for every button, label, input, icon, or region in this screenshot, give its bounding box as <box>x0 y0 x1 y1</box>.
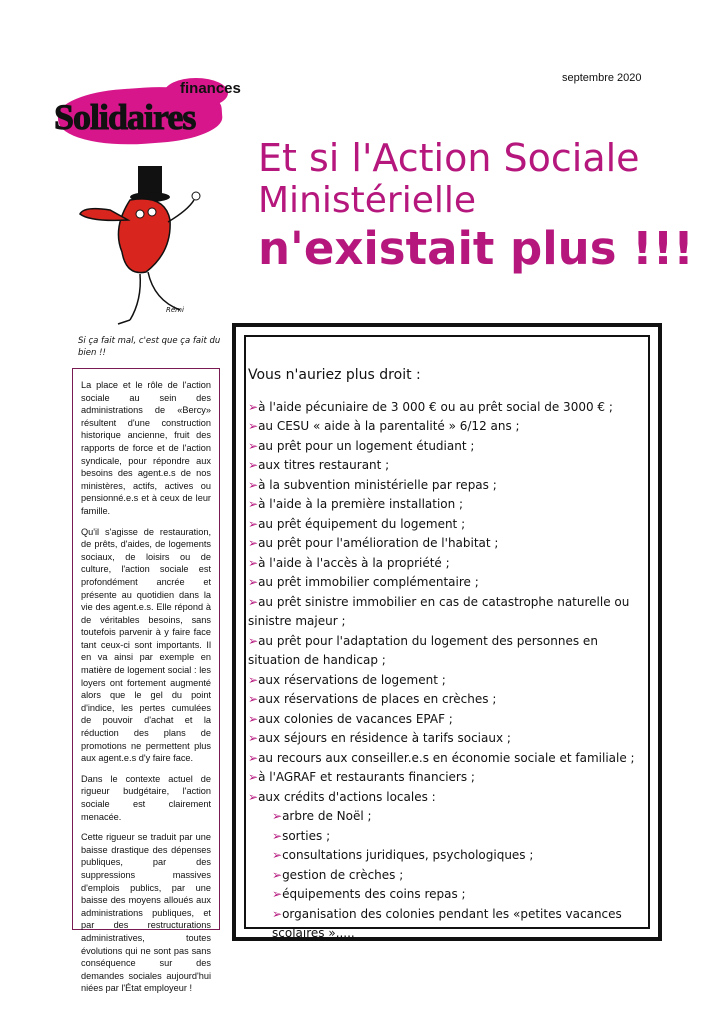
list-item <box>248 515 648 535</box>
sub-list-item-text: sorties ; <box>282 828 331 843</box>
solidaires-finances-logo <box>54 78 241 154</box>
list-item-text: aux réservations de places en crèches ; <box>258 692 497 706</box>
list-item <box>248 573 648 593</box>
arrow-bullet-icon: ➢ <box>248 477 259 492</box>
list-item-text: à l'AGRAF et restaurants financiers ; <box>258 770 475 784</box>
arrow-bullet-icon: ➢ <box>272 906 283 921</box>
arrow-bullet-icon: ➢ <box>272 887 283 901</box>
list-item-text: à l'aide à la première installation ; <box>258 497 464 511</box>
title-line-2: Ministérielle <box>258 180 477 221</box>
list-item-text: à la subvention ministérielle par repas ; <box>258 477 497 492</box>
arrow-bullet-icon: ➢ <box>248 438 259 453</box>
list-item <box>248 593 648 632</box>
sub-list-item-text: consultations juridiques, psychologiques ; <box>282 848 534 862</box>
list-item <box>248 417 648 437</box>
list-item-text: au prêt équipement du logement ; <box>258 516 466 531</box>
sub-list-item-text: arbre de Noël ; <box>282 809 372 823</box>
list-item <box>248 495 648 515</box>
arrow-bullet-icon: ➢ <box>248 497 259 511</box>
sub-list-item <box>248 885 648 905</box>
list-item <box>248 690 648 710</box>
paragraph: Dans le contexte actuel de rigueur budgétaire, l'action sociale est clairement menacée. <box>81 773 211 822</box>
list-item <box>248 632 648 671</box>
list-item-text: au prêt immobilier complémentaire ; <box>258 575 479 589</box>
arrow-bullet-icon: ➢ <box>272 809 283 823</box>
arrow-bullet-icon: ➢ <box>248 399 259 414</box>
arrow-bullet-icon: ➢ <box>248 692 259 706</box>
intro-column <box>72 368 220 994</box>
list-item <box>248 729 648 749</box>
logo-sub: finances <box>180 80 241 97</box>
sub-list-item <box>248 846 648 866</box>
paragraph: Cette rigueur se traduit par une baisse drastique des dépenses publiques, par des suppressions massives d'emplois publics, par une baisse des moyens alloués aux administrations publiques, et par des restructurations administratives, toutes évolutions qui ne sont pas sans conséquence sur des demandes sociales aujourd'hui niées par l'État employeur ! <box>81 832 211 994</box>
list-item <box>248 456 648 476</box>
paragraph: Qu'il s'agisse de restauration, de prêts, d'aides, de logements sociaux, de loisirs ou de culture, l'action sociale est profondément ancrée et présente au quotidien dans la vie des agent.e.s. Elle répond à de véritables besoins, sans toutefois parvenir à y faire face tant ceux-ci sont importants. Il en va ainsi par exemple en matière de logement social : les loyers ont fortement augmenté alors que le gel du point d'indice, les pertes cumulées de pouvoir d'achat et la réduction des plans de promotions ne permettent plus aux agent.e.s d'y faire face. <box>81 526 211 764</box>
list-item-text: au prêt pour un logement étudiant ; <box>258 438 475 453</box>
list-item <box>248 534 648 554</box>
sub-list-item-text: gestion de crèches ; <box>282 867 404 882</box>
title-line-3: n'existait plus !!! <box>258 222 694 275</box>
arrow-bullet-icon: ➢ <box>248 770 259 784</box>
arrow-bullet-icon: ➢ <box>272 828 283 843</box>
cartoon-caption: Si ça fait mal, c'est que ça fait du bien !! <box>78 336 221 358</box>
list-item <box>248 749 648 769</box>
list-item <box>248 476 648 496</box>
sub-list-item <box>248 866 648 886</box>
arrow-bullet-icon: ➢ <box>248 633 259 648</box>
arrow-bullet-icon: ➢ <box>248 419 259 433</box>
arrow-bullet-icon: ➢ <box>272 867 283 882</box>
sub-list-item-text: organisation des colonies pendant les «petites vacances scolaires »,.... <box>272 906 622 940</box>
list-item <box>248 554 648 574</box>
arrow-bullet-icon: ➢ <box>248 672 259 687</box>
list-item-text: aux séjours en résidence à tarifs sociaux ; <box>258 731 511 745</box>
arrow-bullet-icon: ➢ <box>272 848 283 862</box>
list-item-text: à l'aide pécuniaire de 3 000 € ou au prêt social de 3000 € ; <box>258 399 613 414</box>
sub-list-item <box>248 827 648 847</box>
sub-list-item <box>248 807 648 827</box>
list-item-text: au prêt pour l'amélioration de l'habitat ; <box>258 536 499 550</box>
list-item <box>248 710 648 730</box>
list-item <box>248 437 648 457</box>
list-item-text: aux crédits d'actions locales : <box>258 789 436 804</box>
logo-brand: Solidaires <box>54 97 196 137</box>
list-item <box>248 768 648 788</box>
list-item-text: à l'aide à l'accès à la propriété ; <box>258 555 450 570</box>
arrow-bullet-icon: ➢ <box>248 555 259 570</box>
arrow-bullet-icon: ➢ <box>248 458 259 472</box>
arrow-bullet-icon: ➢ <box>248 575 259 589</box>
rights-intro: Vous n'auriez plus droit : <box>248 367 421 383</box>
arrow-bullet-icon: ➢ <box>248 789 259 804</box>
list-item <box>248 671 648 691</box>
list-item-text: au recours aux conseiller.e.s en économie sociale et familiale ; <box>258 750 635 765</box>
arrow-bullet-icon: ➢ <box>248 750 259 765</box>
cartoon-illustration <box>70 160 220 330</box>
list-item-text: aux colonies de vacances EPAF ; <box>258 711 453 726</box>
arrow-bullet-icon: ➢ <box>248 711 259 726</box>
arrow-bullet-icon: ➢ <box>248 516 259 531</box>
sub-list-item-text: équipements des coins repas ; <box>282 887 466 901</box>
rights-list <box>248 366 648 944</box>
date: septembre 2020 <box>562 72 642 84</box>
arrow-bullet-icon: ➢ <box>248 731 259 745</box>
list-item-text: aux titres restaurant ; <box>258 458 390 472</box>
sub-list-item <box>248 905 648 944</box>
title-line-1: Et si l'Action Sociale <box>258 136 640 180</box>
list-item <box>248 788 648 808</box>
paragraph: La place et le rôle de l'action sociale au sein des administrations de «Bercy» résultent d'une construction historique ancienne, fruit des rapports de force et de l'action syndicale, pour répondre aux besoins des agent.e.s de nos ministères, actifs, actives ou pensionné.e.s et à ceux de leur famille. <box>81 380 211 516</box>
arrow-bullet-icon: ➢ <box>248 536 259 550</box>
arrow-bullet-icon: ➢ <box>248 594 259 609</box>
cartoon-signature: Rémi <box>166 306 184 314</box>
list-item-text: au prêt pour l'adaptation du logement des personnes en situation de handicap ; <box>248 633 598 667</box>
list-item-text: au CESU « aide à la parentalité » 6/12 ans ; <box>258 419 520 433</box>
list-item-text: aux réservations de logement ; <box>258 672 446 687</box>
list-item-text: au prêt sinistre immobilier en cas de catastrophe naturelle ou sinistre majeur ; <box>248 594 630 628</box>
list-item <box>248 398 648 418</box>
page-title <box>258 136 698 276</box>
